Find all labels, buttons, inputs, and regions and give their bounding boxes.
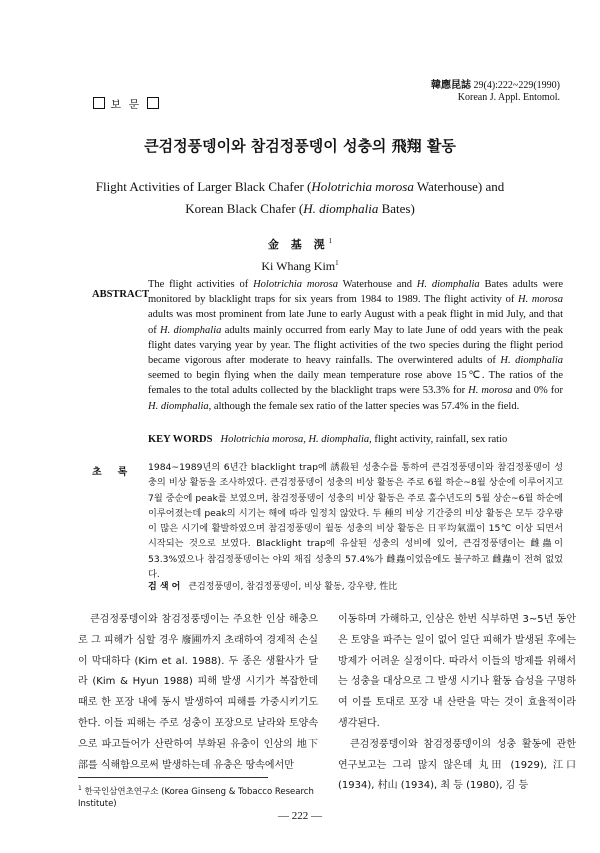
abstract-species: H. diomphalia: [148, 400, 209, 412]
english-title-part: Waterhouse) and: [413, 179, 505, 194]
page-number: — 222 —: [278, 810, 322, 822]
body-column-right: [338, 610, 576, 797]
keywords: [148, 434, 507, 445]
english-title-part: Bates): [378, 201, 415, 216]
keywords-species: Holotrichia morosa, H. diomphalia: [220, 434, 370, 445]
abstract-seg: Waterhouse and: [338, 279, 417, 290]
english-title-species: H. diomphalia: [303, 201, 379, 216]
journal-citation: [431, 80, 560, 104]
abstract-label: ABSTRACT: [92, 289, 150, 300]
body-paragraph: 큰검정풍뎅이와 참검정풍뎅이는 주요한 인삼 해충으로 그 피해가 심할 경우 廢圃까지 초래하여 경제적 손실이 막대하다 (Kim et al. 1988). 두 종은 생활사가 달라 (Kim & Hyun 1988) 피해 발생 시기가 복잡한데 때로 한 포장 내에 동시 발생하여 피해를 가중시키기도 한다. 이들 피해는 주로 성충이 포장으로 날라와 토양속으로 파고들어가 산란하여 부화된 유충이 인삼의 地下部를 식해함으로써 발생하는데 유충은 땅속에서만: [78, 614, 318, 771]
abstract-text: [148, 277, 563, 414]
section-tag-label: 보 문: [110, 98, 142, 111]
english-title-species: Holotrichia morosa: [311, 179, 414, 194]
body-paragraph: 큰검정풍뎅이와 참검정풍뎅이의 성충 활동에 관한 연구보고는 그리 많지 않은데 丸田 (1929), 江口 (1934), 村山 (1934), 최 등 (1980), 김 등: [338, 738, 576, 792]
keywords-label: KEY WORDS: [148, 434, 213, 445]
keywords-rest: , flight activity, rainfall, sex ratio: [369, 434, 508, 445]
footnote-mark: 1: [78, 785, 82, 792]
abstract-species: H. diomphalia: [416, 279, 480, 290]
abstract-species: H. diomphalia: [500, 355, 563, 367]
footnote: [78, 783, 328, 810]
author-block: [0, 232, 600, 275]
abstract-species: Holotrichia morosa: [253, 279, 339, 290]
english-title: [60, 176, 540, 220]
footnote-text: 한국인삼연초연구소 (Korea Ginseng & Tobacco Research Institute): [78, 786, 314, 809]
section-tag: [93, 96, 159, 112]
korean-keywords-label: 검 색 어: [148, 582, 181, 592]
checkbox-right-icon: [147, 97, 159, 109]
journal-volume: 29(4):222~229(1990): [470, 80, 560, 91]
footnote-rule: [78, 777, 268, 778]
checkbox-left-icon: [93, 97, 105, 109]
journal-english-name: Korean J. Appl. Entomol.: [457, 92, 560, 103]
author-hanja: 金 基 滉: [267, 238, 329, 251]
author-affil-mark: 1: [335, 259, 339, 267]
author-roman: Ki Whang Kim: [261, 259, 336, 273]
abstract-seg: The flight activities of: [148, 279, 254, 290]
korean-keywords-text: 큰검정풍뎅이, 참검정풍뎅이, 비상 활동, 강우량, 性比: [188, 582, 398, 592]
korean-abstract-text: 1984~1989년의 6년간 blacklight trap에 誘殺된 성충수를 통하여 큰검정풍뎅이와 참검정풍뎅이 성충의 비상 활동을 조사하였다. 큰검정풍뎅이 성충의 비상 활동은 주로 6월 하순~8월 상순에 이루어지고 7월 중순에 peak를 보였으며, 참검정풍뎅이 성충의 비상 활동은 주로 홀수년도의 5월 상순~6월 하순에 이루어졌는데 peak의 시기는 해에 따라 일정치 않았다. 두 種의 비상 기간중의 비상 활동은 모두 강우량이 많은 시기에 활발하였으며 참검정풍뎅이 월동 성충의 비상 활동은 日平均氣溫이 15℃ 이상 되면서 시작되는 것으로 보였다. Blacklight trap에 유살된 성충의 성비에 있어, 큰검정풍뎅이는 雌蟲이 53.3%였으나 참검정풍뎅이는 야외 채집 성충의 57.4%가 雌蟲이었음에도 불구하고 雌蟲이 전혀 없었다.: [148, 462, 563, 581]
korean-keywords: [148, 579, 397, 592]
english-title-part: Korean Black Chafer (: [185, 201, 304, 216]
abstract-seg: adults mainly occurred from early May to late June of odd years with the peak flight dates varying year by year. The flight activities of the two species during the flight period became vigorous after moderate to heavy rainfalls. The overwintered adults of: [148, 324, 563, 367]
body-paragraph: 이동하며 가해하고, 인삼은 한번 식부하면 3~5년 동안은 토양을 파주는 일이 없어 일단 피해가 발생된 후에는 방제가 어려운 실정이다. 따라서 이들의 방제를 위해서는 성충을 대상으로 그 발생 시기나 활동 습성을 구명하여 이를 토대로 포장 내 산란을 막는 것이 효율적이라 생각된다.: [338, 614, 576, 729]
abstract-seg: seemed to begin flying when the daily mean temperature rose above 15℃. The ratios of the females to the total adults collected by the blacklight traps were 53.3% for: [148, 370, 563, 397]
korean-abstract-label: 초록: [92, 467, 144, 478]
abstract-species: H. diomphalia: [160, 324, 222, 336]
journal-abbrev: 韓應昆誌: [430, 80, 471, 91]
abstract-species: H. morosa: [468, 385, 513, 397]
body-column-left: [78, 610, 318, 776]
abstract-seg: and 0% for: [512, 385, 564, 397]
author-affil-mark: 1: [328, 237, 333, 245]
korean-title: 큰검정풍뎅이와 참검정풍뎅이 성충의 飛翔 활동: [144, 137, 456, 155]
english-title-part: Flight Activities of Larger Black Chafer (: [95, 179, 312, 194]
abstract-species: H. morosa: [518, 294, 564, 306]
abstract-seg: Bates adults were monitored by blacklight traps for six years from 1984 to 1989. The flight activity of: [148, 279, 563, 306]
abstract-seg: adults was most prominent from late June to early August with a peak flight in mid July, and that of: [148, 309, 563, 336]
abstract-seg: , although the female sex ratio of the latter species was 57.4% in the field.: [208, 400, 520, 412]
